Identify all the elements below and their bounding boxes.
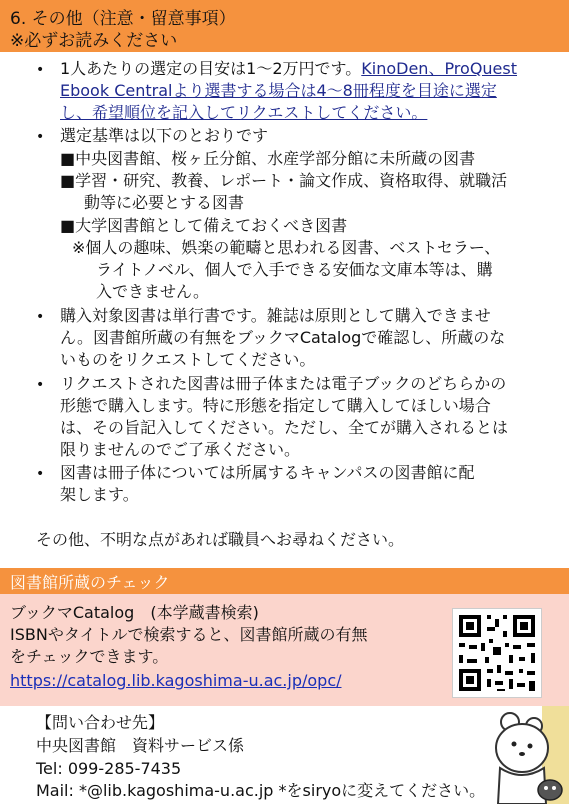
bullet-1-line-1: 1人あたりの選定の目安は1～2万円です。KinoDen、ProQuest	[60, 59, 518, 78]
catalog-desc-line-1: ISBNやタイトルで検索すると、図書館所蔵の有無	[10, 625, 368, 644]
holdings-check-title: 図書館所蔵のチェック	[10, 573, 170, 592]
bullet-4-line-2: 形態で購入します。特に形態を指定して購入してほしい場合	[60, 396, 491, 415]
criteria-2-line-2: 動等に必要とする図書	[84, 193, 245, 212]
criteria-3: ■大学図書館として備えておくべき図書	[60, 216, 348, 235]
bullet-5-line-1: 図書は冊子体については所属するキャンパスの図書館に配	[60, 463, 475, 482]
criteria-note-line-1: ※個人の趣味、娯楽の範疇と思われる図書、ベストセラー、	[72, 238, 501, 257]
section-title: 6. その他（注意・留意事項）	[10, 9, 236, 29]
bullet-2-line-1: 選定基準は以下のとおりです	[60, 126, 269, 145]
mascot-bear-icon	[488, 708, 569, 804]
bullet-3-line-1: 購入対象図書は単行書です。雑誌は原則として購入できませ	[60, 306, 491, 325]
bullet-1-line-3: し、希望順位を記入してリクエストしてください。	[60, 103, 428, 122]
bullet-5-line-2: 架します。	[60, 485, 139, 504]
catalog-link[interactable]: https://catalog.lib.kagoshima-u.ac.jp/opc/	[10, 671, 342, 690]
holdings-check-header	[0, 568, 569, 594]
contact-title: 【問い合わせ先】	[36, 713, 165, 732]
catalog-desc-line-2: をチェックできます。	[10, 647, 169, 666]
contact-tel: Tel: 099-285-7435	[36, 759, 182, 778]
bullet-1: •	[36, 62, 45, 78]
criteria-note-line-2: ライトノベル、個人で入手できる安価な文庫本等は、購	[96, 260, 493, 279]
bullet-4-line-3: は、その旨記入してください。ただし、全てが購入されるとは	[60, 418, 509, 437]
bullet-3: •	[36, 309, 45, 325]
criteria-2-line-1: ■学習・研究、教養、レポート・論文作成、資格取得、就職活	[60, 171, 508, 190]
bullet-3-line-3: いものをリクエストしてください。	[60, 350, 316, 369]
criteria-1: ■中央図書館、桜ヶ丘分館、水産学部分館に未所蔵の図書	[60, 149, 476, 168]
bullet-1-line-2: Ebook Centralより選書する場合は4～8冊程度を目途に選定	[60, 81, 497, 100]
bullet-3-line-2: ん。図書館所蔵の有無をブックマCatalogで確認し、所蔵のな	[60, 328, 506, 347]
section-subtitle: ※必ずお読みください	[10, 31, 178, 51]
contact-mail: Mail: *@lib.kagoshima-u.ac.jp *をsiryoに変えてください。	[36, 781, 486, 800]
catalog-name: ブックマCatalog (本学蔵書検索)	[10, 603, 259, 622]
section-header	[0, 0, 569, 52]
bullet-4: •	[36, 377, 45, 393]
bullet-4-line-4: 限りませんのでご了承ください。	[60, 440, 301, 459]
qr-code-icon	[452, 608, 542, 698]
bullet-2: •	[36, 129, 45, 145]
bullet-4-line-1: リクエストされた図書は冊子体または電子ブックのどちらかの	[60, 374, 507, 393]
criteria-note-line-3: 入できません。	[96, 282, 209, 301]
bullet-5: •	[36, 466, 45, 482]
contact-department: 中央図書館 資料サービス係	[36, 736, 245, 755]
closing-note: その他、不明な点があれば職員へお尋ねください。	[36, 530, 405, 549]
